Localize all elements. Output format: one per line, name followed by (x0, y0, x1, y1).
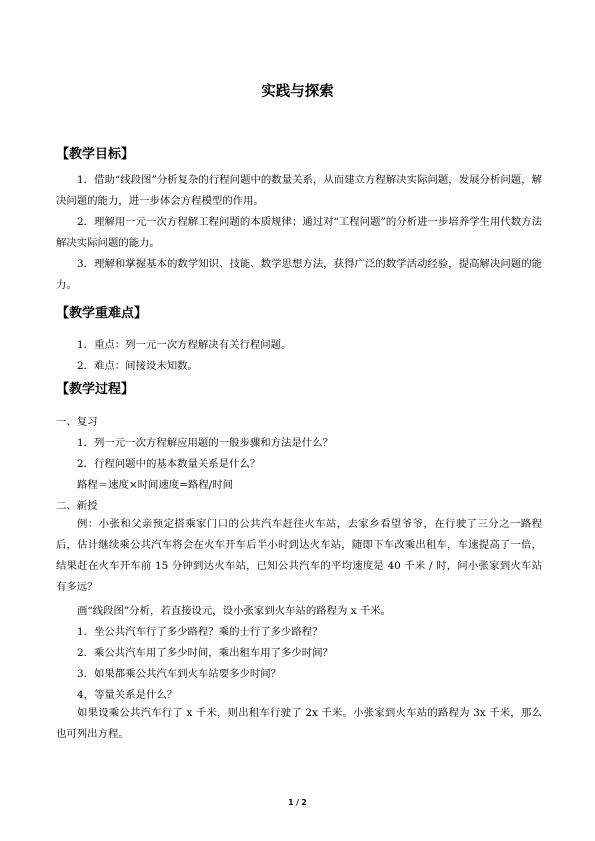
goal-item-2: 2．理解用一元一次方程解工程问题的本质规律；通过对“工程问题”的分析进一步培养学生用代数方法解决实际问题的能力。 (56, 216, 542, 249)
teach-label: 二、新授 (56, 500, 98, 512)
keypoints-heading: 【教学重难点】 (56, 306, 148, 321)
keypoint-item-2: 2．难点：间接设未知数。 (77, 360, 198, 372)
process-heading: 【教学过程】 (56, 382, 135, 397)
goal-item-1: 1．借助“线段图”分析复杂的行程问题中的数量关系，从而建立方程解决实际问题，发展分析问题，解决问题的能力，进一步体会方程模型的作用。 (56, 174, 542, 207)
analysis-text: 画“线段图”分析，若直接设元，设小张家到火车站的路程为 x 千米。 (77, 605, 392, 617)
goal-item-3: 3．理解和掌握基本的数学知识、技能、数学思想方法，获得广泛的数学活动经验，提高解决问题的能力。 (56, 258, 542, 291)
question-3: 3．如果都乘公共汽车到火车站要多少时间？ (77, 668, 282, 680)
review-label: 一、复习 (56, 416, 98, 428)
question-4: 4，等量关系是什么？ (77, 689, 178, 701)
page-number: 1 / 2 (288, 798, 307, 807)
example-text: 例：小张和父亲预定搭乘家门口的公共汽车赶往火车站，去家乡看望爷爷，在行驶了三分之一路程后，估计继续乘公共汽车将会在火车开车后半小时到达火车站，随即下车改乘出租车，车速提高了一倍，结果赶在火车开车前 15 分钟到达火车站，已知公共汽车的平均速度是 40 千米 / 时，问小张家到火车站有多远？ (56, 518, 542, 593)
keypoint-item-1: 1．重点：列一元一次方程解决有关行程问题。 (77, 339, 292, 351)
goals-heading: 【教学目标】 (56, 147, 135, 162)
review-formula: 路程＝速度×时间速度=路程/时间 (77, 479, 233, 491)
conclusion-text: 如果设乘公共汽车行了 x 千米，则出租车行驶了 2x 千米。小张家到火车站的路程为 3x 千米，那么也可列出方程。 (56, 707, 542, 740)
question-1: 1．坐公共汽车行了多少路程？乘的士行了多少路程？ (77, 626, 323, 638)
question-2: 2．乘公共汽车用了多少时间，乘出租车用了多少时间？ (77, 647, 333, 659)
review-item-1: 1．列一元一次方程解应用题的一般步骤和方法是什么？ (77, 437, 333, 449)
review-item-2: 2．行程问题中的基本数量关系是什么？ (77, 458, 261, 470)
page-title: 实践与探索 (261, 84, 334, 100)
